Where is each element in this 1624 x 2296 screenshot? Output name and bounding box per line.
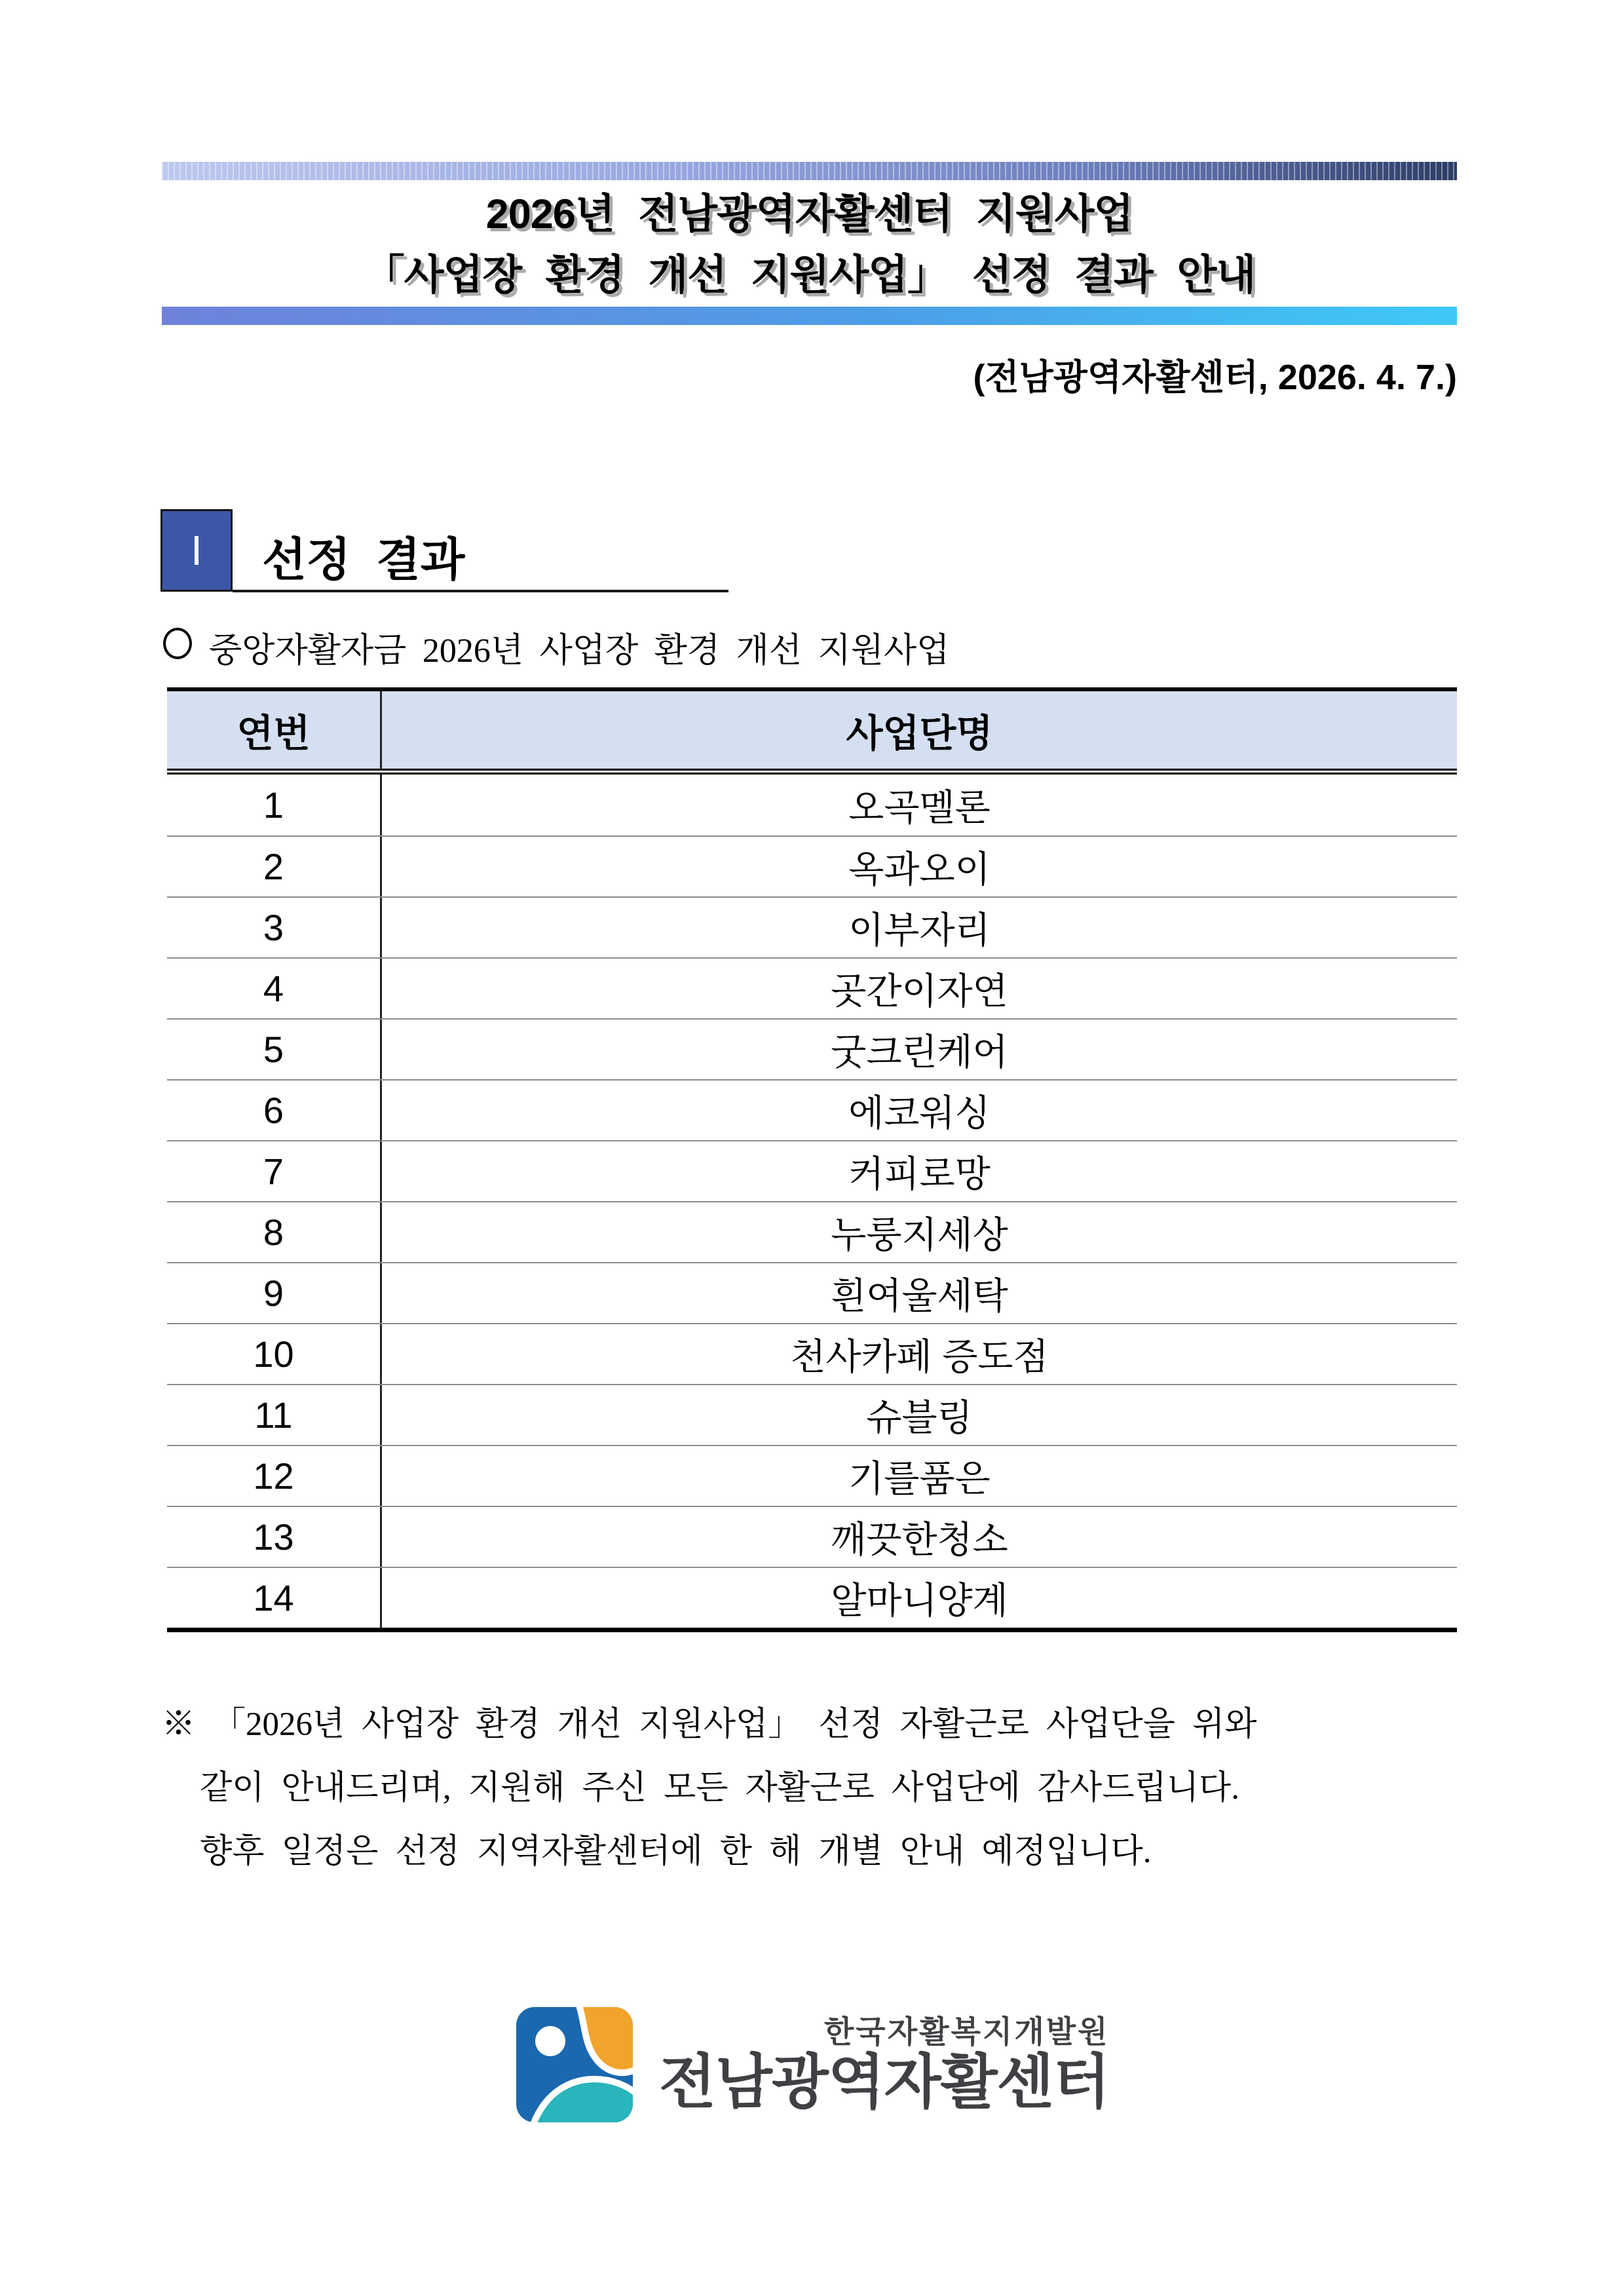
row-name: 슈블링 xyxy=(866,1396,973,1438)
table-row xyxy=(167,1323,1457,1384)
table-row xyxy=(167,1567,1457,1628)
row-name: 이부자리 xyxy=(848,909,991,951)
footnote xyxy=(162,1693,1479,1884)
row-no: 5 xyxy=(167,1020,382,1079)
table-row xyxy=(167,957,1457,1018)
table-row xyxy=(167,775,1457,835)
organization-logo xyxy=(516,2007,1110,2122)
row-no: 11 xyxy=(167,1385,382,1445)
row-name: 에코워싱 xyxy=(848,1092,991,1134)
row-name: 흰여울세탁 xyxy=(831,1274,1008,1316)
row-no: 9 xyxy=(167,1263,382,1323)
row-no: 2 xyxy=(167,837,382,896)
table-row xyxy=(167,1201,1457,1262)
header-cell-no: 연번 xyxy=(167,691,382,769)
top-gradient-bar xyxy=(162,162,1457,180)
table-row xyxy=(167,1079,1457,1140)
row-name: 깨끗한청소 xyxy=(831,1518,1008,1560)
title-line-1: 2026년 전남광역자활센터 지원사업 xyxy=(485,191,1133,237)
section-numeral: I xyxy=(191,527,202,574)
table-row xyxy=(167,1384,1457,1445)
row-no: 13 xyxy=(167,1507,382,1567)
row-no: 4 xyxy=(167,959,382,1018)
bullet-line xyxy=(162,622,949,672)
selection-result-table xyxy=(167,687,1457,1632)
issuer-date-line: (전남광역자활센터, 2026. 4. 7.) xyxy=(973,358,1457,397)
row-no: 6 xyxy=(167,1081,382,1140)
row-name: 기를품은 xyxy=(848,1457,991,1499)
bullet-text: 중앙자활자금 2026년 사업장 환경 개선 지원사업 xyxy=(209,632,950,670)
row-no: 10 xyxy=(167,1324,382,1384)
table-row xyxy=(167,1506,1457,1567)
section-numeral-box xyxy=(161,509,233,592)
footnote-line: 같이 안내드리며, 지원해 주신 모든 자활근로 사업단에 감사드립니다. xyxy=(200,1770,1240,1807)
row-name: 커피로망 xyxy=(848,1153,991,1195)
section-underline xyxy=(233,590,728,592)
table-bottom-border xyxy=(167,1628,1457,1632)
header-cell-name: 사업단명 xyxy=(846,712,993,755)
row-name: 곳간이자연 xyxy=(831,970,1008,1012)
row-name: 오곡멜론 xyxy=(848,786,991,828)
footnote-line: ※ 「2026년 사업장 환경 개선 지원사업」 선정 자활근로 사업단을 위와 xyxy=(162,1706,1257,1743)
table-row xyxy=(167,835,1457,896)
subtitle-gradient-bar xyxy=(162,307,1457,325)
logo-center-name: 전남광역자활센터 xyxy=(659,2050,1110,2115)
table-row xyxy=(167,896,1457,957)
row-name: 누룽지세상 xyxy=(831,1214,1008,1255)
table-row xyxy=(167,1018,1457,1079)
row-no: 12 xyxy=(167,1446,382,1506)
row-name: 천사카페 증도점 xyxy=(790,1335,1049,1377)
table-header-double-line xyxy=(167,769,1457,775)
section-title: 선정 결과 xyxy=(262,534,465,585)
logo-text-column xyxy=(659,2014,1110,2115)
table-row xyxy=(167,1445,1457,1506)
row-name: 굿크린케어 xyxy=(831,1031,1008,1073)
title-line-2: 「사업장 환경 개선 지원사업」 선정 결과 안내 xyxy=(363,252,1256,298)
circle-bullet-icon xyxy=(163,628,192,659)
table-header-row xyxy=(167,691,1457,769)
table-row xyxy=(167,1140,1457,1201)
table-row xyxy=(167,1262,1457,1323)
footnote-line: 향후 일정은 선정 지역자활센터에 한 해 개별 안내 예정입니다. xyxy=(200,1833,1152,1870)
document-title xyxy=(162,184,1457,306)
row-name: 옥과오이 xyxy=(848,848,991,890)
row-name: 알마니양계 xyxy=(831,1579,1008,1621)
row-no: 14 xyxy=(167,1568,382,1628)
logo-mark-icon xyxy=(516,2007,633,2122)
row-no: 7 xyxy=(167,1141,382,1201)
row-no: 1 xyxy=(167,775,382,835)
row-no: 8 xyxy=(167,1202,382,1262)
logo-parent-org-name: 한국자활복지개발원 xyxy=(823,2014,1110,2049)
row-no: 3 xyxy=(167,898,382,957)
